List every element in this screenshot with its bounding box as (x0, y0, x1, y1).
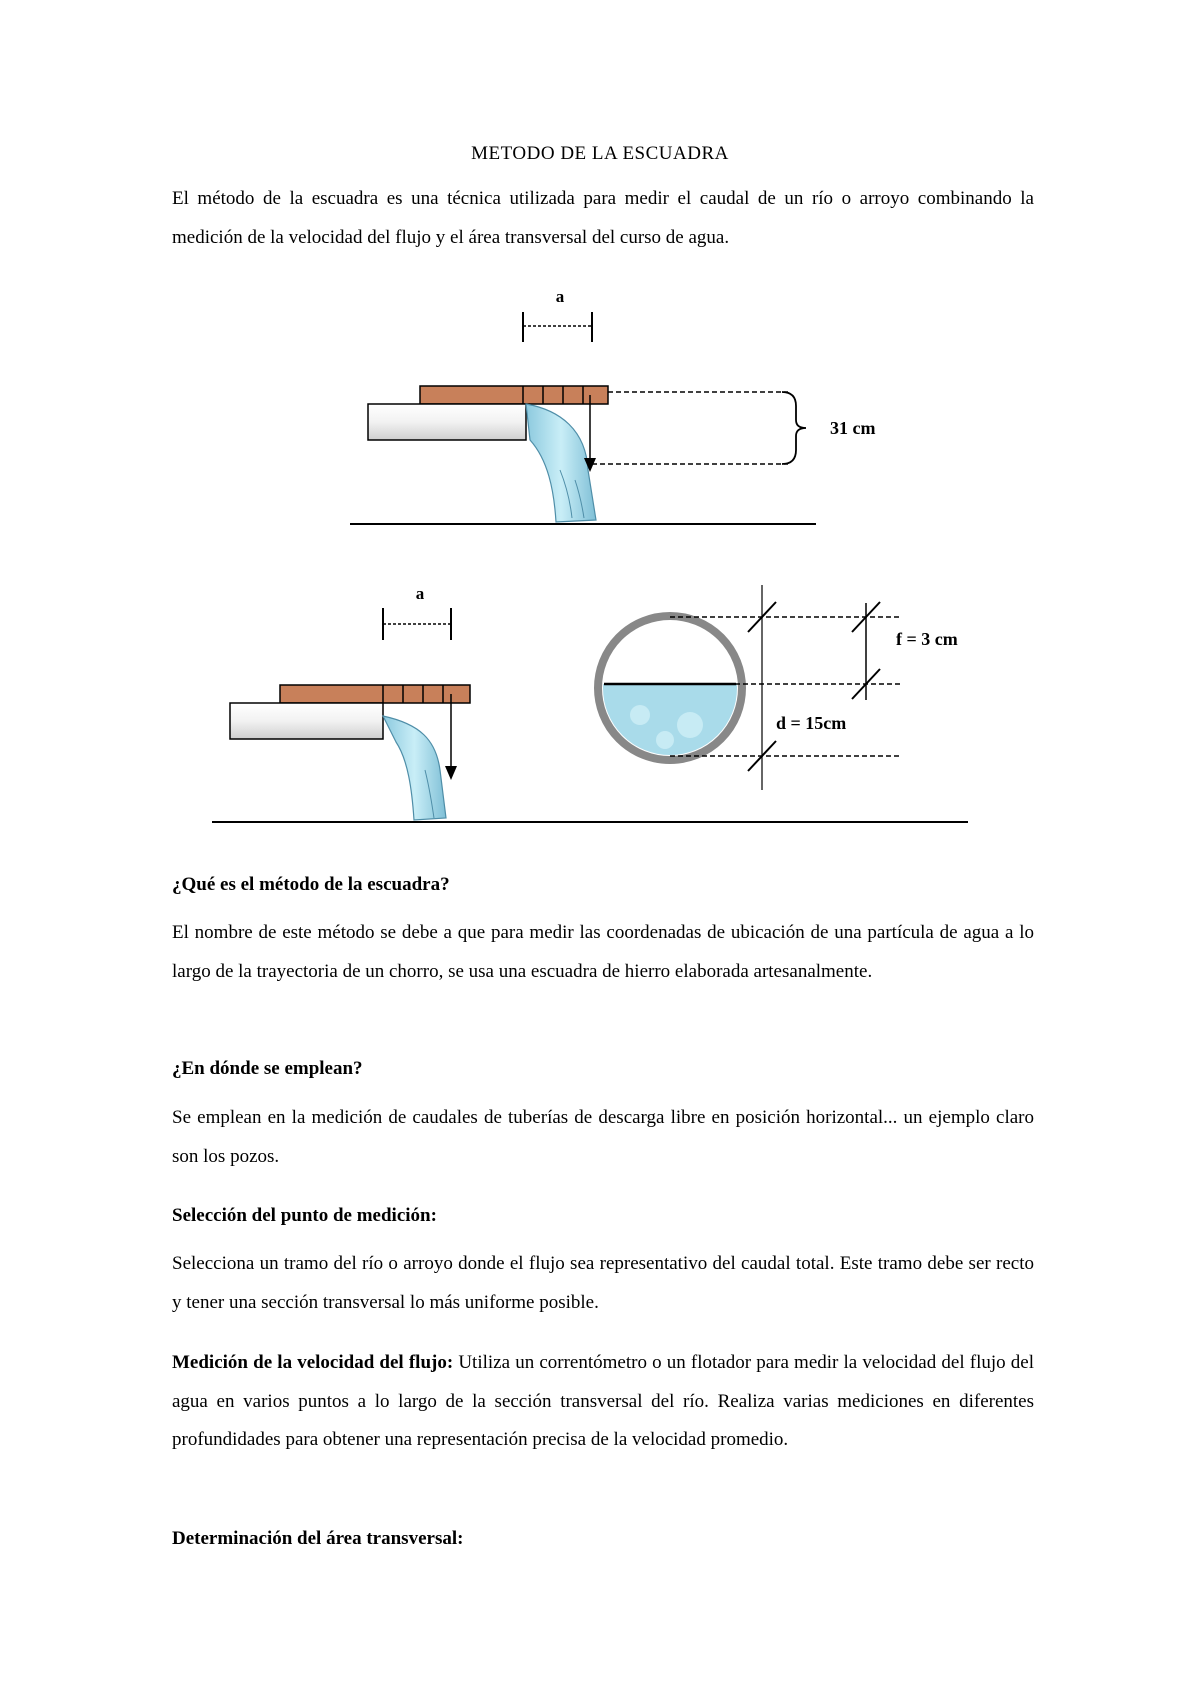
wood-ruler (420, 386, 608, 404)
section2-text: Se emplean en la medición de caudales de tuberías de descarga libre en posición horizontal... un ejemplo claro son los pozos. (172, 1107, 1034, 1167)
height-brace (782, 392, 806, 464)
water-jet-2 (383, 716, 446, 820)
section5-heading: Determinación del área transversal: (172, 1528, 464, 1549)
page-title: METODO DE LA ESCUADRA (471, 143, 729, 164)
pipe-2 (230, 703, 383, 739)
section4-paragraph (172, 1344, 1034, 1460)
section3-text: Selecciona un tramo del río o arroyo donde el flujo sea representativo del caudal total. Este tramo debe ser recto y tener una sección transversal lo más uniforme posible. (172, 1253, 1034, 1313)
bottom-left-figure (212, 584, 968, 822)
label-a-bottom: a (415, 584, 425, 603)
section4-lead: Medición de la velocidad del flujo: (172, 1352, 454, 1373)
label-f: f = 3 cm (896, 629, 958, 649)
section3-heading: Selección del punto de medición: (172, 1205, 437, 1226)
label-d: d = 15cm (776, 713, 847, 733)
section1-text: El nombre de este método se debe a que para medir las coordenadas de ubicación de una partícula de agua a lo largo de la trayectoria de un chorro, se usa una escuadra de hierro elaborada artesanalmente. (172, 922, 1034, 982)
pipe (368, 404, 526, 440)
top-figure (350, 287, 875, 524)
label-height: 31 cm (830, 418, 876, 438)
section4-text: Utiliza un correntómetro o un flotador para medir la velocidad del flujo del agua en varios puntos a lo largo de la sección transversal del río. Realiza varias mediciones en diferentes profundidades para obtener una representación precisa de la velocidad promedio. (172, 1352, 1034, 1450)
pipe-cross-section (598, 585, 958, 790)
section1-heading: ¿Qué es el método de la escuadra? (172, 874, 450, 895)
water-section (598, 684, 742, 764)
label-a-top: a (555, 287, 565, 306)
intro-paragraph: El método de la escuadra es una técnica utilizada para medir el caudal de un río o arroyo combinando la medición de la velocidad del flujo y el área transversal del curso de agua. (172, 188, 1034, 248)
wood-ruler-2 (280, 685, 470, 703)
water-jet (526, 404, 596, 522)
section2-heading: ¿En dónde se emplean? (172, 1058, 363, 1079)
